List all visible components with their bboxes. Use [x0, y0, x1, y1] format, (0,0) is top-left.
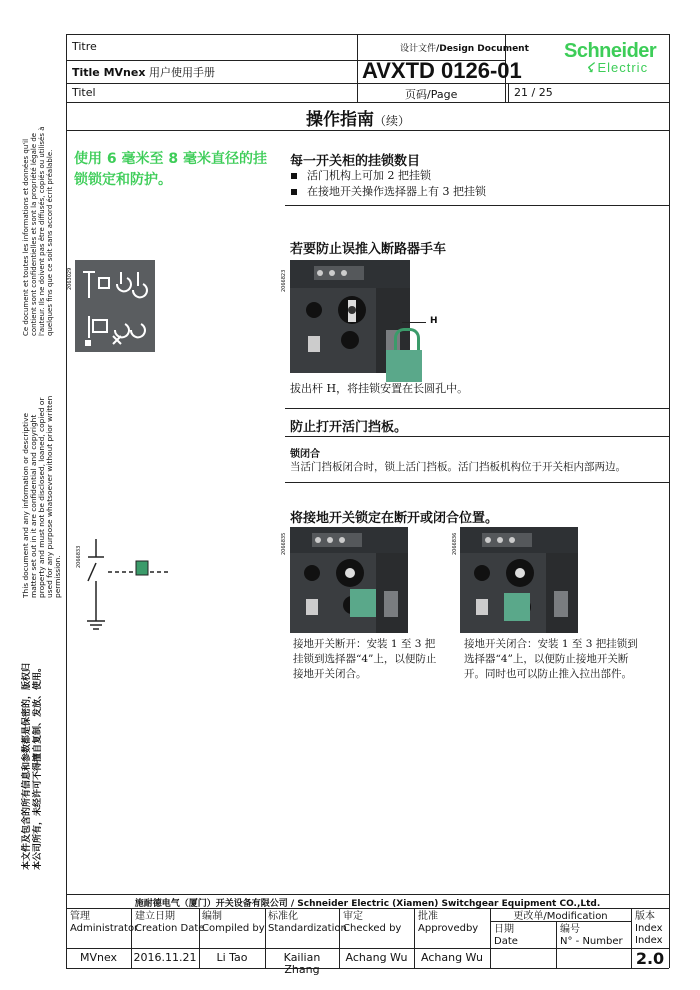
footer-company: 施耐德电气（厦门）开关设备有限公司 / Schneider Electric (Xiamen) Switchgear Equipment CO.,Ltd.: [134, 899, 601, 909]
page-title: 操作指南（续）: [306, 110, 411, 130]
footer-index-value: 2.0: [635, 949, 665, 968]
section1-bullets: [291, 168, 486, 200]
section4-caption-right: 接地开关闭合：安装 1 至 3 把挂锁到选择器“4”上，以便防止接地开关断开。同时也可以防止推入拉出部件。: [464, 638, 638, 680]
page-label: 页码/Page: [405, 88, 458, 101]
label-h: H: [430, 316, 438, 326]
section4-caption-left: 接地开关断开：安装 1 至 3 把挂锁到选择器“4”上，以便防止接地开关闭合。: [293, 638, 437, 680]
footer-value-compiled: Li Tao: [216, 951, 248, 964]
brand-name: Schneider: [564, 40, 657, 62]
footer-value-checked: Achang Wu: [345, 951, 408, 964]
earthing-switch-diagram: [78, 535, 178, 635]
side-notice-cn: 本文件及包含的所有信息和参数都是保密的，版权归本公司所有，未经许可不得擅自复制、发放、使用。: [22, 662, 43, 870]
earthing-closed-photo: [460, 527, 578, 633]
section3-sub: 锁闭合: [290, 449, 320, 460]
frame-top: [66, 34, 669, 35]
section4-heading: 将接地开关锁定在断开或闭合位置。: [290, 511, 499, 526]
section3-body: 当活门挡板闭合时，锁上活门挡板。活门挡板机构位于开关柜内部两边。: [290, 461, 626, 473]
footer-index: 版本 Index Index: [635, 911, 663, 946]
footer-value-admin: MVnex: [79, 951, 118, 964]
diagram-id: 2066833: [76, 545, 82, 568]
image-id: 2066823: [281, 269, 287, 292]
selector-icon-panel: [75, 260, 155, 352]
image-left-id: 2066835: [281, 532, 287, 555]
image-right-id: 2066836: [452, 532, 458, 555]
design-document-label: 设计文件/Design Document: [400, 44, 529, 54]
bullet-item: 活门机构上可加 2 把挂锁: [291, 168, 486, 184]
selector-symbols-icon: [75, 260, 155, 352]
earthing-open-photo: [290, 527, 408, 633]
frame-right: [669, 34, 670, 968]
footer-col-approved: 批准 Approvedby: [418, 911, 479, 934]
page-value: 21 / 25: [514, 86, 553, 99]
section2-heading: 若要防止误推入断路器手车: [290, 242, 447, 257]
brand-sub: ☇ Electric: [586, 60, 649, 75]
padlock-icon: [386, 350, 422, 382]
footer-col-creation: 建立日期 Creation Date: [135, 911, 205, 934]
schneider-logo: [564, 40, 674, 79]
side-notice-fr: Ce document et toutes les informations et données qu'il contient sont confidentielles et sont la propriété légale de l'auteur. Ils ne doivent pas être diffusés, copiés ou utilisés à quelques fins que ce soit sans accord écrit préalable.: [22, 126, 54, 336]
footer-value-standard: Kailian Zhang: [283, 951, 321, 976]
footer-value-creation: 2016.11.21: [133, 951, 197, 964]
frame-bottom: [66, 968, 669, 969]
section3-heading: 防止打开活门挡板。: [290, 420, 408, 435]
footer-modification: 更改单/Modification: [513, 911, 608, 922]
footer-col-standard: 标准化 Standardization: [268, 911, 347, 934]
footer-number: 编号 N° - Number: [560, 924, 623, 947]
side-notice-en: This document and any information or descriptive matter set out in it are confidential and copyright property and must not be disclosed, loaned, copied or used for any purpose whatsoever without prior written permission.: [21, 395, 62, 598]
footer-col-compiled: 编制 Compiled by: [202, 911, 265, 934]
bullet-item: 在接地开关操作选择器上有 3 把挂锁: [291, 184, 486, 200]
header-titel: Titel: [72, 86, 96, 99]
section1-heading: 每一开关柜的挂锁数目: [290, 154, 421, 169]
icon-id: 2063029: [67, 267, 73, 290]
footer-date: 日期 Date: [494, 924, 518, 947]
footer-col-admin: 管理 Administrator: [70, 911, 139, 934]
doc-number: AVXTD 0126-01: [362, 58, 522, 83]
section2-caption: 拔出杆 H，将挂锁安置在长圆孔中。: [290, 382, 469, 395]
header-title: Title MVnex 用户使用手册: [72, 66, 215, 79]
padlock-note: 使用 6 毫米至 8 毫米直径的挂锁锁定和防护。: [74, 151, 267, 188]
header-titre: Titre: [72, 40, 97, 53]
footer-value-approved: Achang Wu: [421, 951, 483, 964]
footer-col-checked: 审定 Checked by: [343, 911, 402, 934]
frame-left: [66, 34, 67, 968]
